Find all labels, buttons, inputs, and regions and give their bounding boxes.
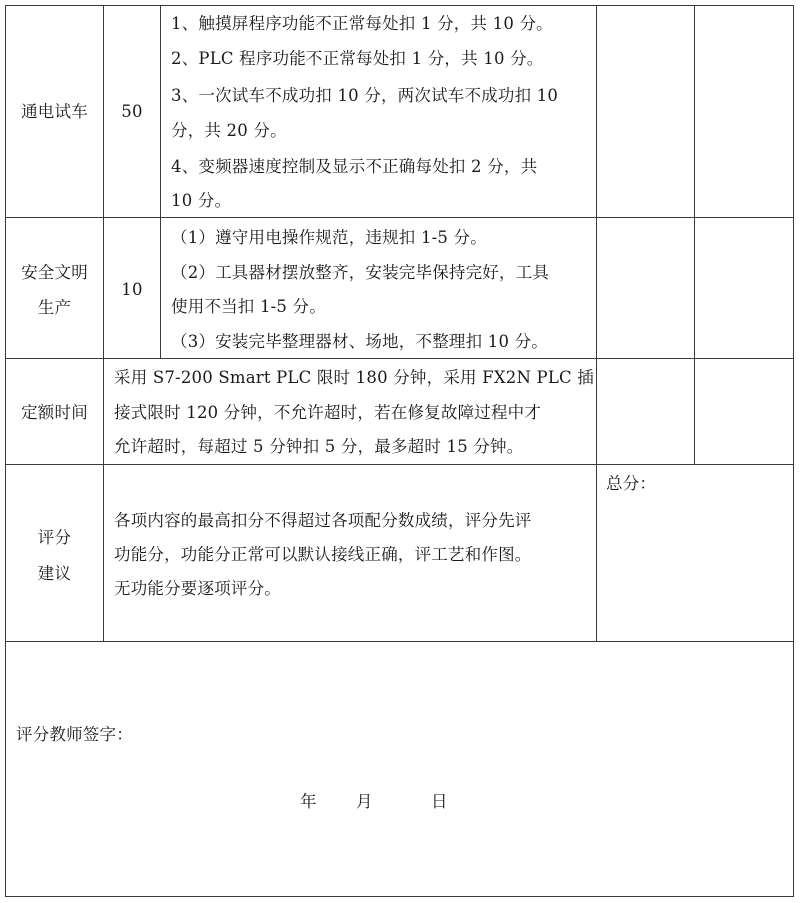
time-limit-item: 定额时间 <box>21 403 88 422</box>
advice-text: 无功能分要逐项评分。 <box>114 579 281 598</box>
time-limit-text: 采用 S7-200 Smart PLC 限时 180 分钟，采用 FX2N PLC 插 <box>114 368 594 387</box>
safety-item-line1: 安全文明 <box>21 263 88 282</box>
advice-text: 各项内容的最高扣分不得超过各项配分数成绩，评分先评 <box>114 511 532 530</box>
rule-points-col <box>160 5 161 359</box>
rule-row3-bottom <box>5 464 794 465</box>
power-test-criterion: 3、一次试车不成功扣 10 分，两次试车不成功扣 10 <box>171 86 559 105</box>
advice-text: 功能分，功能分正常可以默认接线正确，评工艺和作图。 <box>114 545 532 564</box>
time-limit-text: 接式限时 120 分钟，不允许超时，若在修复故障过程中才 <box>114 403 542 422</box>
safety-criterion: （1）遵守用电操作规范，违规扣 1-5 分。 <box>171 228 487 247</box>
date-year: 年 <box>300 792 317 811</box>
safety-criterion: （2）工具器材摆放整齐，安装完毕保持完好，工具 <box>171 263 550 282</box>
date-month: 月 <box>356 792 373 811</box>
power-test-criterion: 2、PLC 程序功能不正常每处扣 1 分，共 10 分。 <box>171 49 544 68</box>
rule-score-col <box>694 5 695 465</box>
rule-row2-bottom <box>5 358 794 359</box>
safety-item-line2: 生产 <box>37 298 72 317</box>
power-test-criterion: 1、触摸屏程序功能不正常每处扣 1 分，共 10 分。 <box>171 14 553 33</box>
power-test-criterion: 分，共 20 分。 <box>171 121 287 140</box>
safety-points: 10 <box>121 280 143 299</box>
time-limit-text: 允许超时，每超过 5 分钟扣 5 分，最多超时 15 分钟。 <box>114 437 524 456</box>
rule-bottom <box>5 896 794 897</box>
rule-deduct-col <box>596 5 597 642</box>
rule-top <box>5 5 794 6</box>
advice-item-line2: 建议 <box>37 564 72 583</box>
rule-item-col <box>103 5 104 642</box>
power-test-item: 通电试车 <box>21 102 88 121</box>
rule-right <box>793 5 794 897</box>
safety-criterion: （3）安装完毕整理器材、场地，不整理扣 10 分。 <box>171 332 548 351</box>
rule-left <box>5 5 6 897</box>
safety-criterion: 使用不当扣 1-5 分。 <box>171 297 326 316</box>
advice-item-line1: 评分 <box>37 528 72 547</box>
rule-row1-bottom <box>5 217 794 218</box>
total-score-label: 总分： <box>606 474 657 493</box>
power-test-criterion: 10 分。 <box>171 191 232 210</box>
power-test-criterion: 4、变频器速度控制及显示不正确每处扣 2 分，共 <box>171 157 538 176</box>
teacher-signature-label: 评分教师签字： <box>16 725 133 744</box>
date-day: 日 <box>431 792 448 811</box>
rule-row4-bottom <box>5 641 794 642</box>
power-test-points: 50 <box>121 102 143 121</box>
